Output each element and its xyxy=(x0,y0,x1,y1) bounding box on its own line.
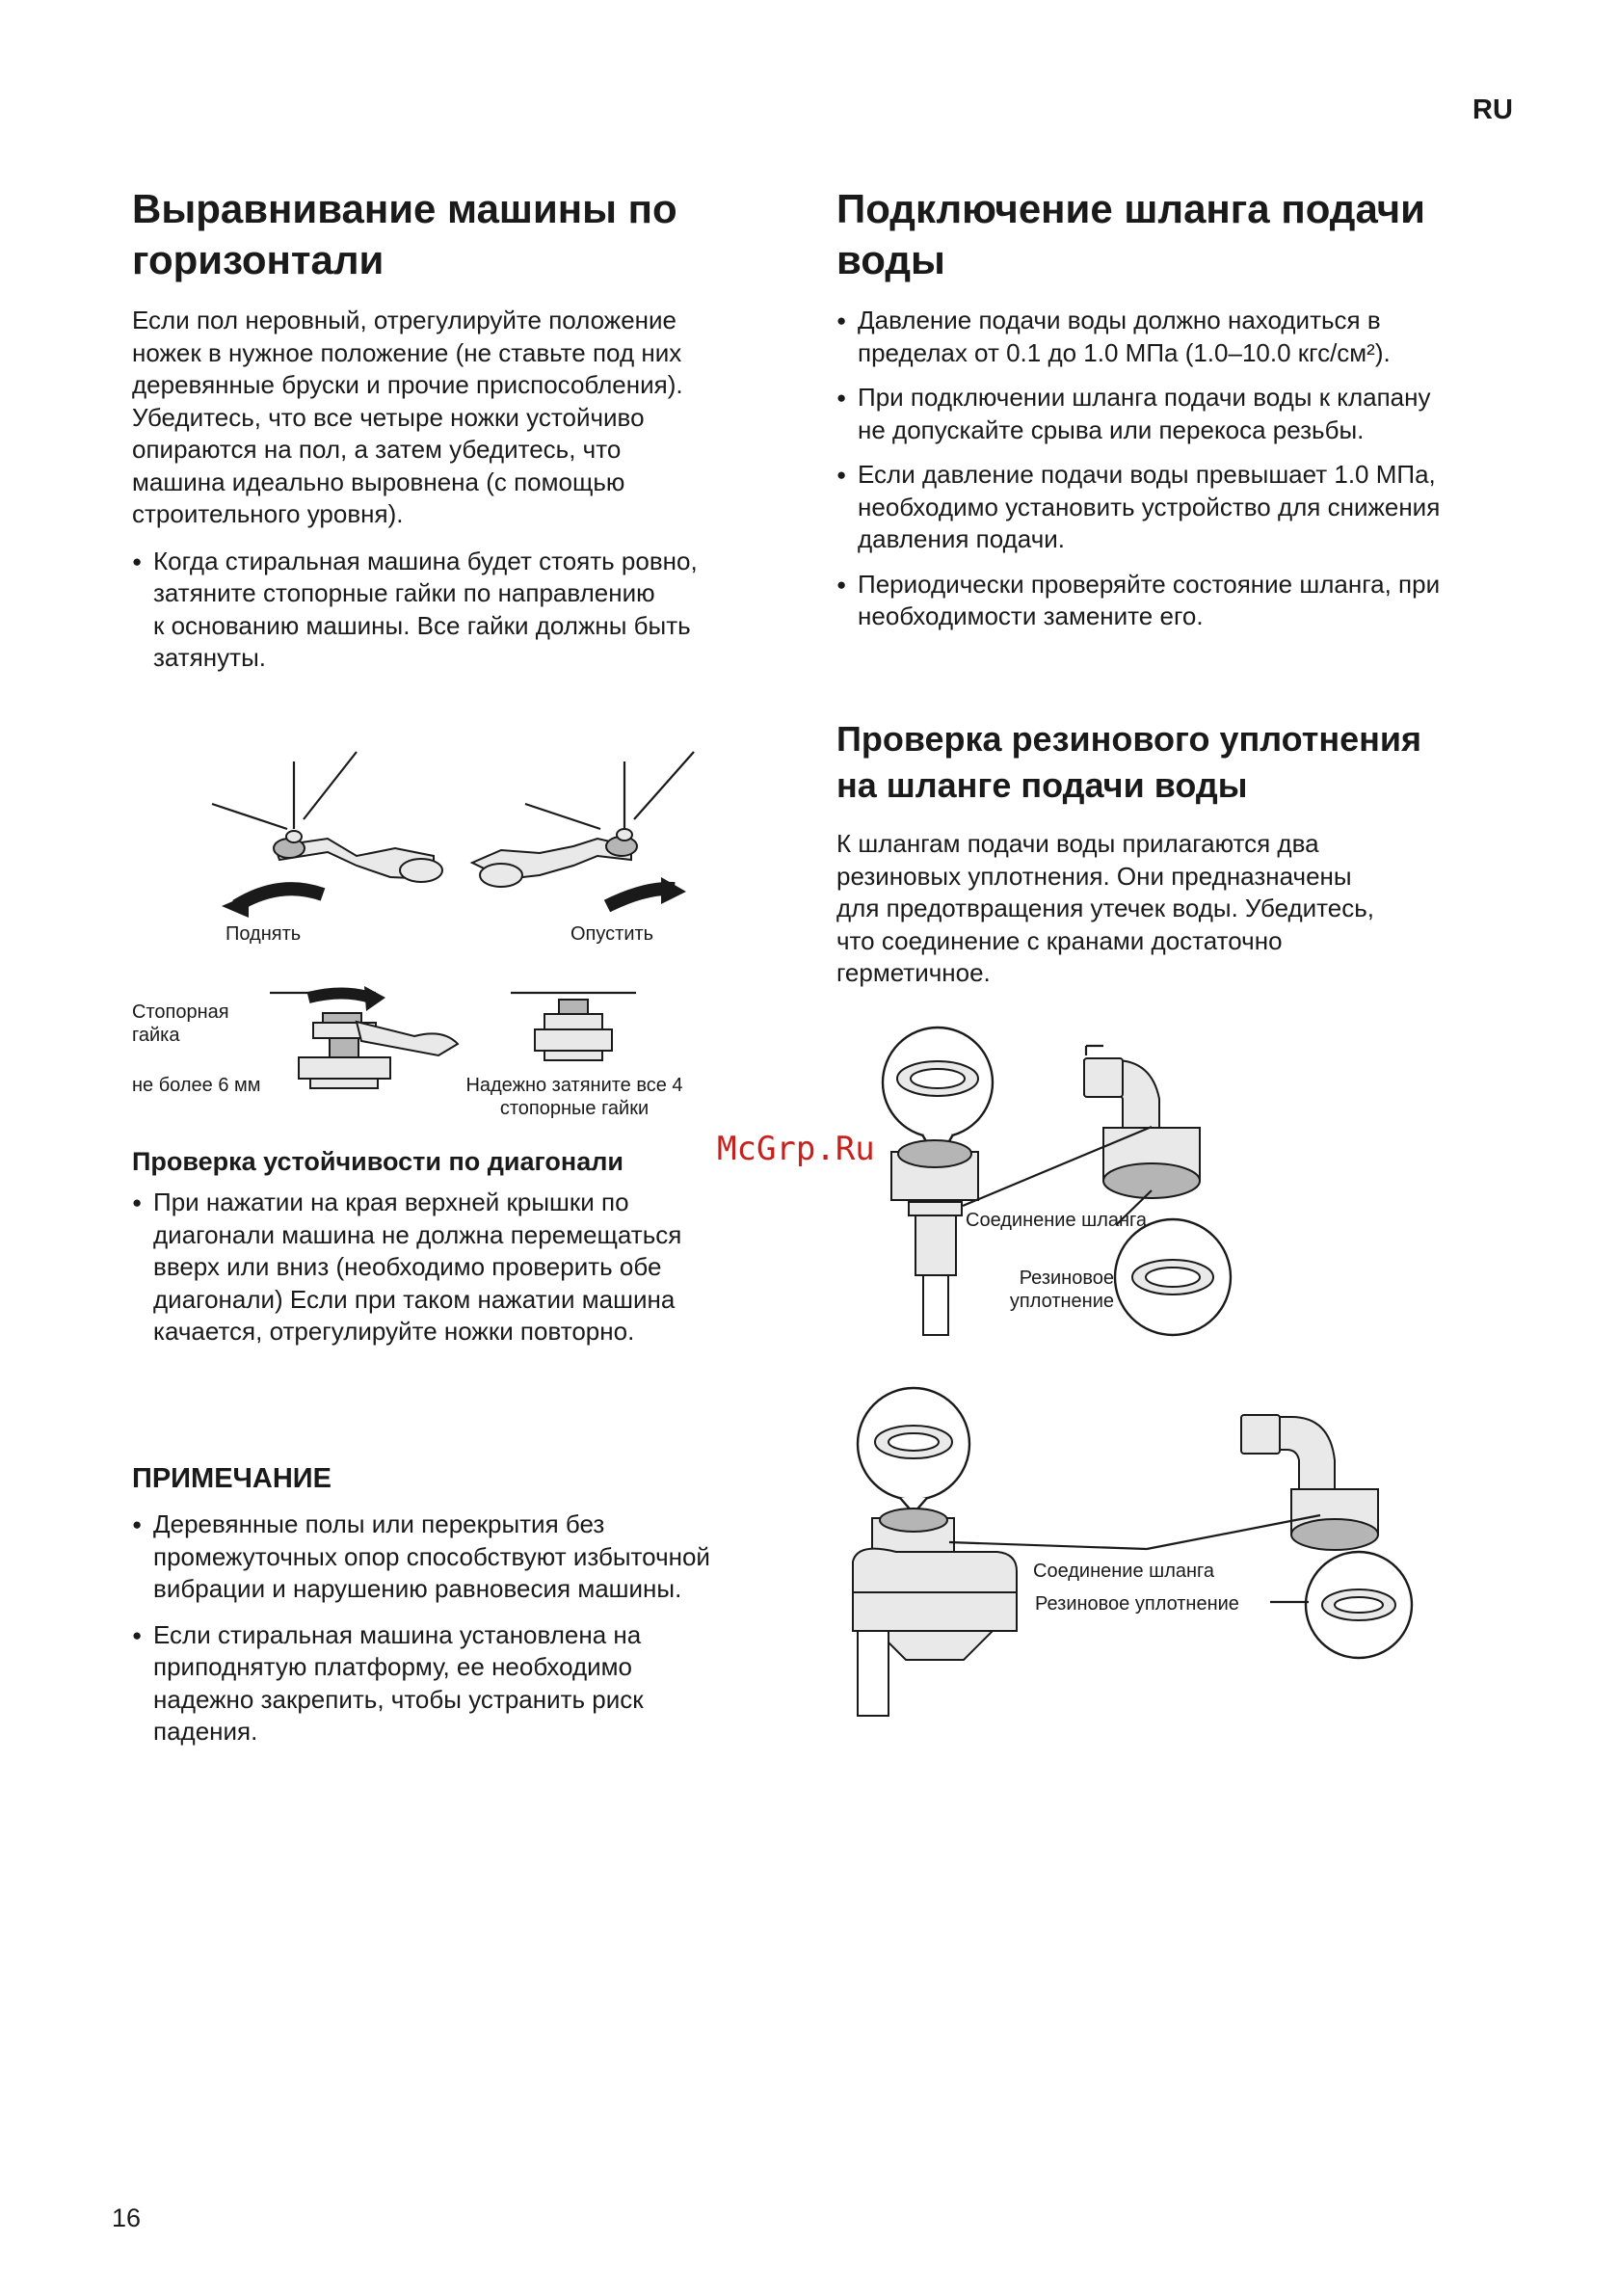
bullet-line: пределах от 0.1 до 1.0 МПа (1.0–10.0 кгс/см²). xyxy=(858,337,1391,367)
seal-title-line1: Проверка резинового уплотнения xyxy=(836,719,1422,759)
intro-line: строительного уровня). xyxy=(132,499,404,528)
bullet-line: необходимости замените его. xyxy=(858,601,1204,630)
language-tag: RU xyxy=(1472,94,1513,125)
hose-bullet xyxy=(836,569,1511,633)
locknut-label-line2: гайка xyxy=(132,1025,180,1046)
bullet-line: Деревянные полы или перекрытия без xyxy=(153,1509,605,1538)
max-gap-label: не более 6 мм xyxy=(132,1075,261,1096)
rubber-seal-label-line2: уплотнение xyxy=(1009,1291,1114,1312)
seal-section xyxy=(836,716,1511,990)
leveling-title-line1: Выравнивание машины по xyxy=(132,186,677,231)
leveling-bullets xyxy=(132,546,787,675)
bullet-line: Периодически проверяйте состояние шланга, при xyxy=(858,569,1441,599)
note-section xyxy=(132,1462,787,1749)
note-title: ПРИМЕЧАНИЕ xyxy=(132,1463,332,1494)
bullet-line: к основанию машины. Все гайки должны быть xyxy=(153,610,691,640)
rubber-seal-label-line1: Резиновое xyxy=(1019,1268,1114,1289)
raise-label: Поднять xyxy=(225,923,302,945)
note-bullets xyxy=(132,1508,787,1749)
intro-line: Убедитесь, что все четыре ножки устойчиво xyxy=(132,402,645,432)
lower-label: Опустить xyxy=(570,923,654,945)
bullet-line: Когда стиральная машина будет стоять ровно, xyxy=(153,546,698,575)
page-number: 16 xyxy=(112,2203,142,2232)
intro-line: опираются на пол, а затем убедитесь, что xyxy=(132,435,622,464)
leveling-title-line2: горизонтали xyxy=(132,237,385,282)
bullet-line: Давление подачи воды должно находиться в xyxy=(858,306,1381,334)
hose-bullet xyxy=(836,382,1511,446)
bullet-line: При нажатии на края верхней крышки по xyxy=(153,1188,629,1216)
tighten-label xyxy=(451,1074,698,1120)
bullet-line: вверх или вниз (необходимо проверить обе xyxy=(153,1252,662,1281)
seal-text-line: что соединение с кранами достаточно xyxy=(836,925,1283,955)
seal-text-line: резиновых уплотнения. Они предназначены xyxy=(836,861,1352,891)
tighten-label-line2: стопорные гайки xyxy=(499,1098,650,1119)
hose-section xyxy=(836,183,1511,633)
bullet-line: затянуты. xyxy=(153,643,266,672)
diagonal-title: Проверка устойчивости по диагонали xyxy=(132,1147,623,1176)
hose-bullet xyxy=(836,305,1511,369)
bullet-line: необходимо установить устройство для снижения xyxy=(858,492,1441,521)
intro-line: деревянные бруски и прочие приспособления). xyxy=(132,370,683,399)
valve-seal-diagram xyxy=(838,1388,1417,1716)
bullet-line: качается, отрегулируйте ножки повторно. xyxy=(153,1317,635,1346)
hose-bullet xyxy=(836,459,1511,556)
hose-bullets xyxy=(836,305,1511,633)
bullet-line: промежуточных опор способствуют избыточной xyxy=(153,1541,710,1571)
leg-adjust-diagram xyxy=(193,742,732,925)
bullet-line: затяните стопорные гайки по направлению xyxy=(153,578,655,607)
diagonal-bullets xyxy=(132,1187,787,1348)
note-bullet xyxy=(132,1508,787,1606)
bullet-line: диагонали машина не должна перемещаться xyxy=(153,1219,682,1249)
locknut-label-line1: Стопорная xyxy=(132,1001,229,1023)
seal-text xyxy=(836,828,1511,990)
hose-title-line2: воды xyxy=(836,237,945,282)
leveling-section xyxy=(132,183,787,675)
leveling-bullet xyxy=(132,546,787,675)
hose-title xyxy=(836,183,1511,285)
bullet-line: вибрации и нарушению равновесия машины. xyxy=(153,1574,682,1603)
intro-line: машина идеально выровнена (с помощью xyxy=(132,467,625,496)
bullet-line: Если давление подачи воды превышает 1.0 МПа, xyxy=(858,460,1436,489)
diagonal-section xyxy=(132,1145,787,1348)
bullet-line: давления подачи. xyxy=(858,524,1065,553)
tighten-label-line1: Надежно затяните все 4 xyxy=(465,1075,683,1096)
bullet-line: не допускайте срыва или перекоса резьбы. xyxy=(858,414,1365,444)
bullet-line: надежно закрепить, чтобы устранить риск xyxy=(153,1684,644,1714)
seal-title xyxy=(836,716,1511,809)
hose-title-line1: Подключение шланга подачи xyxy=(836,186,1425,231)
seal-title-line2: на шланге подачи воды xyxy=(836,765,1248,805)
bullet-line: приподнятую платформу, ее необходимо xyxy=(153,1652,633,1681)
diagonal-bullet xyxy=(132,1187,787,1348)
note-bullet xyxy=(132,1619,787,1749)
bullet-line: Если стиральная машина установлена на xyxy=(153,1619,642,1649)
bullet-line: падения. xyxy=(153,1717,258,1746)
hose-connection-label-1: Соединение шланга xyxy=(966,1210,1148,1231)
leveling-intro xyxy=(132,305,787,531)
rubber-seal-label-1 xyxy=(964,1267,1114,1313)
watermark: McGrp.Ru xyxy=(717,1130,875,1168)
seal-text-line: для предотвращения утечек воды. Убедитесь, xyxy=(836,894,1375,922)
bullet-line: диагонали) Если при таком нажатии машина xyxy=(153,1284,676,1314)
hose-connection-label-2: Соединение шланга xyxy=(1033,1561,1215,1582)
locknut-label xyxy=(132,1001,229,1047)
leveling-title xyxy=(132,183,787,285)
intro-line: Если пол неровный, отрегулируйте положение xyxy=(132,306,677,334)
intro-line: ножек в нужное положение (не ставьте под них xyxy=(132,337,682,367)
seal-text-line: герметичное. xyxy=(836,958,991,987)
bullet-line: При подключении шланга подачи воды к клапану xyxy=(858,383,1431,412)
seal-text-line: К шлангам подачи воды прилагаются два xyxy=(836,829,1319,858)
rubber-seal-label-2: Резиновое уплотнение xyxy=(1035,1593,1239,1615)
